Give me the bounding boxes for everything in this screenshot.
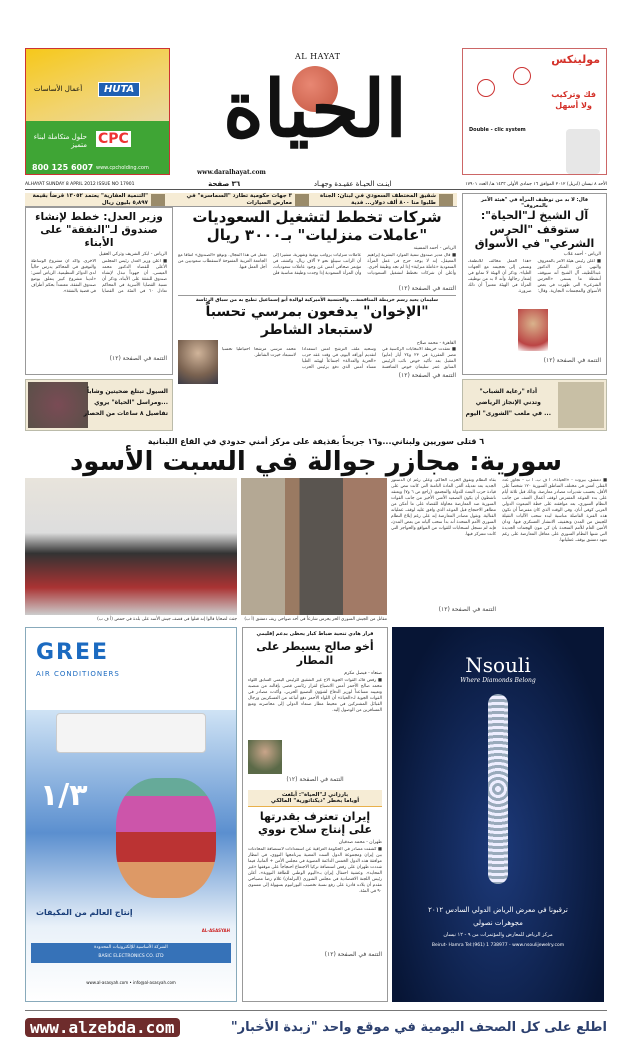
lead-story[interactable] (25, 437, 607, 478)
story-headline: وزير العدل: خطط لإنشاء صندوق لـ"النفقة" على الأبناء (35, 211, 163, 250)
story-headline: آل الشيخ لـ"الحياة": ستوقف "الحرس الشرعي" في الأسواق (474, 209, 595, 250)
cleric-photo (518, 309, 548, 351)
teaser-line: وتدني الإنجاز الرياضي (475, 399, 541, 406)
story-body: ■ أعلن رئيس هيئة الأمر بالمعروف والنهي عن المنكر الدكتور عبداللطيف آل الشيخ أنه سيوقف أنشطة ما يسمى «الحرس الشرعي» التي ظهرت في بعض الأسواق والمجمعات التجارية. وقال: «هذا العمل مخالف للأنظمة، ونسعى إلى تحجيمه مع الجهات العليا». وذكر أن الهيئة لا تمانع في إشعار رجالها، وأنه لا بد من توظيف المرأة في الهيئة معتبراً أن ذلك ضرورة. (468, 259, 601, 295)
teaser-text: "التنمية العقارية" يعتمد ١٣٠٥٢ قرضاً بقيمة ٥٫٨٩٧ بليون ريال (32, 192, 148, 206)
teaser-line: السيول تبتلع ضحيتين وشاباً (86, 388, 168, 395)
continued-link[interactable]: التتمة في الصفحة (١٢) (286, 775, 344, 783)
gree-ad[interactable] (25, 627, 237, 1002)
nsouli-ad[interactable] (392, 627, 604, 1002)
story-justice-minister[interactable] (25, 207, 173, 375)
story-egypt[interactable] (178, 298, 456, 378)
photo-caption: مقاتل من الجيش السوري الحر يحرس شارعاً في أحد ضواحي ريف دمشق (أ ب) (244, 617, 387, 622)
story-byline: الرياض - أحمد المسيند (413, 246, 456, 251)
teaser-line: أوباما بخطر "ديكتاتورية" المالكي (270, 797, 360, 804)
story-kicker: قال: لا بد من توظيف المرأة في "هيئة الأمر بالمعروف" (480, 197, 589, 209)
story-body: ■ تعقدت خريطة الانتخابات الرئاسية في مصر المقررة في ٢٣ و٢٤ أيار (مايو) المقبل بعد تأكيد خوض نائب الرئيس السابق عمر سليمان خوض المنافسة وسحبه ملف الترشح أمس استعداداً لتقديم أوراقه اليوم، في وقت عقد حزب «الحرية والعدالة» اجتماعاً لهيئته العليا مساء أمس الذي دفع برئيس الحزب محمد مرسي مرشحاً احتياطياً تحسباً لاستبعاد خيرت الشاطر. (222, 347, 456, 370)
ad-slogan-2: ولا أسهل (555, 101, 592, 110)
teaser-line: بارزاني لـ"الحياة": أبلغت (281, 791, 349, 798)
lead-body (391, 478, 607, 623)
story-iran[interactable] (248, 810, 382, 960)
teaser-item[interactable] (25, 193, 169, 206)
ad-system: Double - clic system (469, 127, 526, 133)
teaser-line: ... في ملعب "الشورى" اليوم (465, 410, 551, 417)
continued-link[interactable]: التتمة في الصفحة (١٢) (398, 285, 456, 292)
ad-slogan-1: فك وتركيب (551, 90, 596, 99)
continued-link[interactable]: التتمة في الصفحة (١٢) (109, 355, 167, 363)
ad-line: ترقبونا في معرض الرياض الدولي السادس ٢٠١٢ (428, 906, 568, 914)
huta-logo: HUTA (98, 82, 140, 97)
barzani-teaser[interactable] (248, 790, 382, 807)
page-count: ٣٦ صفحة (208, 180, 241, 188)
teaser-item[interactable] (169, 193, 313, 206)
story-body: ■ كشفت مصادر في الحكومة العراقية عن استعدادات لاستضافة المحادثات بين إيران ومجموعة الدول الست المعنية ببرنامجها النووي، في انتظار موافقة هذه الدول الخمس الدائمة العضوية في مجلس الأمن + ألمانيا، فيما شددت طهران على رفض استضافة تركيا الاجتماع احتجاجاً على موقفها «غير المحايد». وعشية احتفال إيران بـ«اليوم الوطني للطاقة النووية»، أعلن رئيس اللجنة الاقتصادية في مجلس الشورى (البرلمان) غلام رضا مصباحي مقدم أن بلاده قادرة على رفع نسبة تخصيب اليورانيوم بسهولة إلى مستوى ٩٠ في المئة. (248, 847, 382, 894)
gree-sub: AIR CONDITIONERS (36, 670, 120, 678)
ice-cream-image (116, 778, 216, 898)
cpc-logo: CPC (98, 131, 129, 147)
lead-body-col: ■ دمشق، بيروت - «الحياة»، أ ف ب، أ ب - تجاوز عدد القتلى أمس في مختلف المناطق السورية ١٢٠ شخصاً على الأقل، بحسب تقديرات مصادر معارضة، وذلك قبل ثلاثة أيام على بدء الموعد المفترض لوقف أعمال العنف من جانب النظام السوري، بعد موافقته على خطة المبعوث الدولي العربي كوفي أنان. وفي الوقت الذي كان مفترضاً أن تكون هذه الفترة الفاصلة مناسبة لبدء سحب الآليات الثقيلة للجيش من المدن وتخفيف الانتشار العسكري فيها. ودان الأمين العام للأمم المتحدة بان كي مون الهجمات الجديدة التي شنها النظام السوري على معاقل المعارضة على رغم تعهد دمشق بوقف عملياتها. (502, 478, 607, 543)
ad-site: www.cpcholding.com (96, 165, 149, 171)
teaser-thumb (295, 194, 309, 206)
nsouli-logo: Nsouli (465, 653, 531, 677)
floods-photo (28, 382, 88, 428)
nsouli-tagline: Where Diamonds Belong (460, 677, 536, 684)
gree-logo: GREE (36, 640, 110, 665)
story-byline: طهران - محمد صدقيان (338, 840, 382, 845)
ad-contact: Beirut- Hamra Tel:(961) 1 738977 - www.nsoulijewelry.com (431, 943, 565, 948)
saleh-brother-photo (248, 740, 282, 774)
teaser-text: ٣ جهات حكومية تطارد "السماسرة" في معارض السيارات (186, 192, 292, 206)
date-ar: الأحد ٨ نيسان (ابريل) ٢٠١٢ الموافق ١٦ جمادى الأولى ١٤٣٣ هـ/ العدد ١٧٩٠١ (465, 181, 607, 187)
masthead-logo[interactable] (195, 48, 435, 178)
huta-tagline: أعمال الأساسات (34, 85, 83, 93)
sports-teaser[interactable] (462, 379, 607, 431)
story-headline: أخو صالح يسيطر على المطار (256, 640, 374, 667)
teaser-text: شقيق المختطف السعودي في لبنان: الجناة طلبوا منا ٨٠٠ ألف دولار... فدية (319, 192, 436, 206)
ad-line: مركز الرياض للمعارض والمؤتمرات من ٩ - ١٢ نيسان (443, 932, 553, 938)
gree-offer-text: إنتاج العالم من المكيفات (36, 908, 133, 917)
ad-contact: www.al-asasyah.com • info@al-asasyah.com (86, 980, 176, 985)
moulinex-ad[interactable] (462, 48, 607, 175)
necklace-image (488, 694, 508, 884)
product-badge-icon (513, 67, 531, 85)
continued-link[interactable]: التتمة في الصفحة (١٢) (543, 357, 601, 365)
lead-headline: سورية: مجازر جوالة في السبت الأسود (69, 447, 563, 477)
stadium-photo (558, 382, 604, 428)
ad-line: مجوهرات نصولي (473, 919, 523, 927)
photo-caption: جثث لضحايا قالوا إنه قتلوا في قصف جيش الأسد على بلدة في حمص (أ ف ب) (97, 617, 237, 622)
story-kicker: قرار هادي تنحية ضباط كبار يحظى بدعم إقليمي (256, 631, 374, 637)
site-url[interactable]: www.daralhayat.com (197, 169, 266, 176)
teaser-line: تفاصيل ٨ ساعات من الحصار (83, 410, 168, 417)
huta-cpc-ad[interactable] (25, 48, 170, 175)
story-byline: الرياض - أحمد غلاب (563, 252, 601, 258)
footer-divider (25, 1010, 607, 1011)
story-yemen[interactable] (248, 631, 382, 784)
continued-link[interactable]: التتمة في الصفحة (١٢) (324, 951, 382, 958)
story-headline: "الإخوان" يدفعون بمرسي تحسباً لاستبعاد الشاطر (205, 304, 429, 338)
floods-teaser[interactable] (25, 379, 173, 431)
teaser-line: أداء "رعاية الشباب" (479, 388, 538, 395)
moulinex-logo: مولينكس (551, 53, 600, 66)
asasyah-logo: AL-ASASYAH (201, 928, 230, 933)
teaser-line: ...ومراسل "الحياة" يروي (94, 399, 168, 406)
story-byline: القاهرة - محمد صلاح (416, 341, 456, 346)
continued-link[interactable]: التتمة في الصفحة (١٢) (438, 606, 496, 613)
story-byline: صنعاء - فيصل مكرم (344, 670, 382, 676)
company-ar: الشركة الأساسية للإلكترونيات المحدودة (94, 945, 168, 950)
fighter-photo (241, 478, 387, 615)
teaser-thumb (439, 194, 453, 206)
logo-arabic: الحياة (223, 64, 407, 155)
story-headline: شركات تخطط لتشغيل السعوديات "عاملات منزليات" بـ٣٠٠٠ ريال (192, 208, 442, 244)
cpc-tagline: حلول متكاملة لبناء متميز (33, 133, 87, 149)
footer-url-link[interactable]: www.alzebda.com (25, 1018, 180, 1037)
teaser-item[interactable] (313, 193, 457, 206)
lead-kicker: ٦ قتلى سوريين ولبناني...و١٦ جريحاً بقذيفة على مركز أمني حدودي في القاع اللبنانية (147, 437, 485, 446)
teaser-thumb (151, 194, 165, 206)
continued-link[interactable]: التتمة في الصفحة (١٢) (398, 372, 456, 379)
teaser-row (25, 193, 457, 207)
story-kicker: سليمان يعيد رسم خريطة المنافسة... والجنسية الأميركية لوالدة أبو إسماعيل تطيح به من سباق الرئاسة (195, 298, 439, 303)
ad-phone: 800 125 6007 (32, 163, 94, 172)
story-al-sheikh[interactable] (462, 193, 607, 375)
story-byline: الرياض - ابكر الشريف وتركي العقيل (98, 252, 167, 258)
story-headline: إيران تعترف بقدرتها على إنتاج سلاح نووي (257, 809, 373, 837)
story-body: ■ قال مدير صندوق تنمية الموارد البشرية إبراهيم المعيقل، إنه لا يوجد حرج في عمل المرأة السعودية «عاملة منزلية» إذا لم تجد وظيفة أخرى. وأعلن أن شركات تخطط لتشغيل السعوديات عاملات منزليات برواتب يومية وشهرية، مشيراً إلى أن الراتب سيبلغ نحو ٣ آلاف ريال. وكشف في مؤتمر صحافي أمس عن وجود عاملات سعوديات، وأن المرأة السعودية إذا وجدت وظيفة مناسبة فلن تعمل في هذا المجال. وتوقع «الصندوق» اتفاقاً مع الجامعة العربية المفتوحة لاستقطاب سعوديين من أجل العمل فيها. (178, 253, 456, 276)
ac-unit-image (56, 713, 206, 753)
victims-photo (25, 478, 237, 615)
date-en: ALHAYAT SUNDAY 8 APRIL 2012 ISSUE NO 17901 (25, 181, 135, 187)
footer-promo: اطلع على كل الصحف اليومية في موقع واحد "زبدة الأخبار" (230, 1020, 607, 1035)
story-body: ■ أعلن وزير العدل رئيس المجلس الأعلى للقضاء الدكتور محمد العيسى، أن جهوداً تبذل لإنشاء صندوق للنفقة على الأبناء، وذكر أن نسبة القضايا الأسرية في المحاكم تعادل ٦٠ في المئة من القضايا الأخرى. وأكد أن مشروع الوساطة والتوفيق في المحاكم يدرس حالياً لدى الدوائر التنظيمية. الرياض أمس: «لدينا مشروع كبير يتعلق بوضع صندوق النفقة، معتمداً بحكم أطراف في قضية بالنفقة». (31, 259, 167, 295)
company-en: BASIC ELECTRONICS CO. LTD (98, 954, 164, 959)
product-badge-icon (477, 79, 495, 97)
lead-body-col: بقاء النظام وتفوق الحزب الحاكم، وعلى رغم أن الدستور الجديد بعد تعديله ألغى المادة الثامنة التي كانت تنص على قيادة حزب البعث للدولة والمجتمع. (راجع ص ٦ و٧) ويعتقد ناشطون أن يكون التصعيد الأمني الأخير من جانب القوات السورية ضد المعارضة محاولة للقضاء على ما أمكن من مظاهر الاحتجاج قبل الموعد الذي وافق عليه لوقف عملياته القتالية. وتقول مصادر المعارضة إنه على رغم إبلاغ النظام السوري الأمم المتحدة أنه بدأ سحب آلياته من بعض المدن، فإنه لم تسجل انسحابات للقوات من المواقع والحواجز التي كانت تتمركز فيها. (391, 478, 496, 537)
story-saudi-workers[interactable] (178, 208, 456, 296)
logo-english: AL HAYAT (295, 52, 341, 61)
date-strip (25, 179, 607, 190)
middle-column (242, 627, 388, 1002)
story-body: ■ رفض قائد القوات الجوية الأخ غير الشقيق للرئيس اليمني السابق اللواء محمد صالح الأحمر أمس الانصياع لقرار رئاسي قضى بإقالته من منصبه وتعيينه مساعداً لوزير الدفاع لشؤون التصنيع الحربي. وأكدت مصادر في القوات الجوية لـ«الحياة» أن اللواء الأحمر دفع أتباعه من العسكريين ورجال القبائل المشتركين في محيط مطار صنعاء الدولي إلى محاصرته ومنع المسافرين من الوصول إليه. (248, 677, 382, 713)
morsi-photo (178, 340, 218, 384)
gree-offer: ١/٣ (40, 778, 88, 813)
motto: اينـت الحيـاة عقيـدة وجهـاد (313, 180, 392, 188)
blender-image (566, 129, 600, 174)
